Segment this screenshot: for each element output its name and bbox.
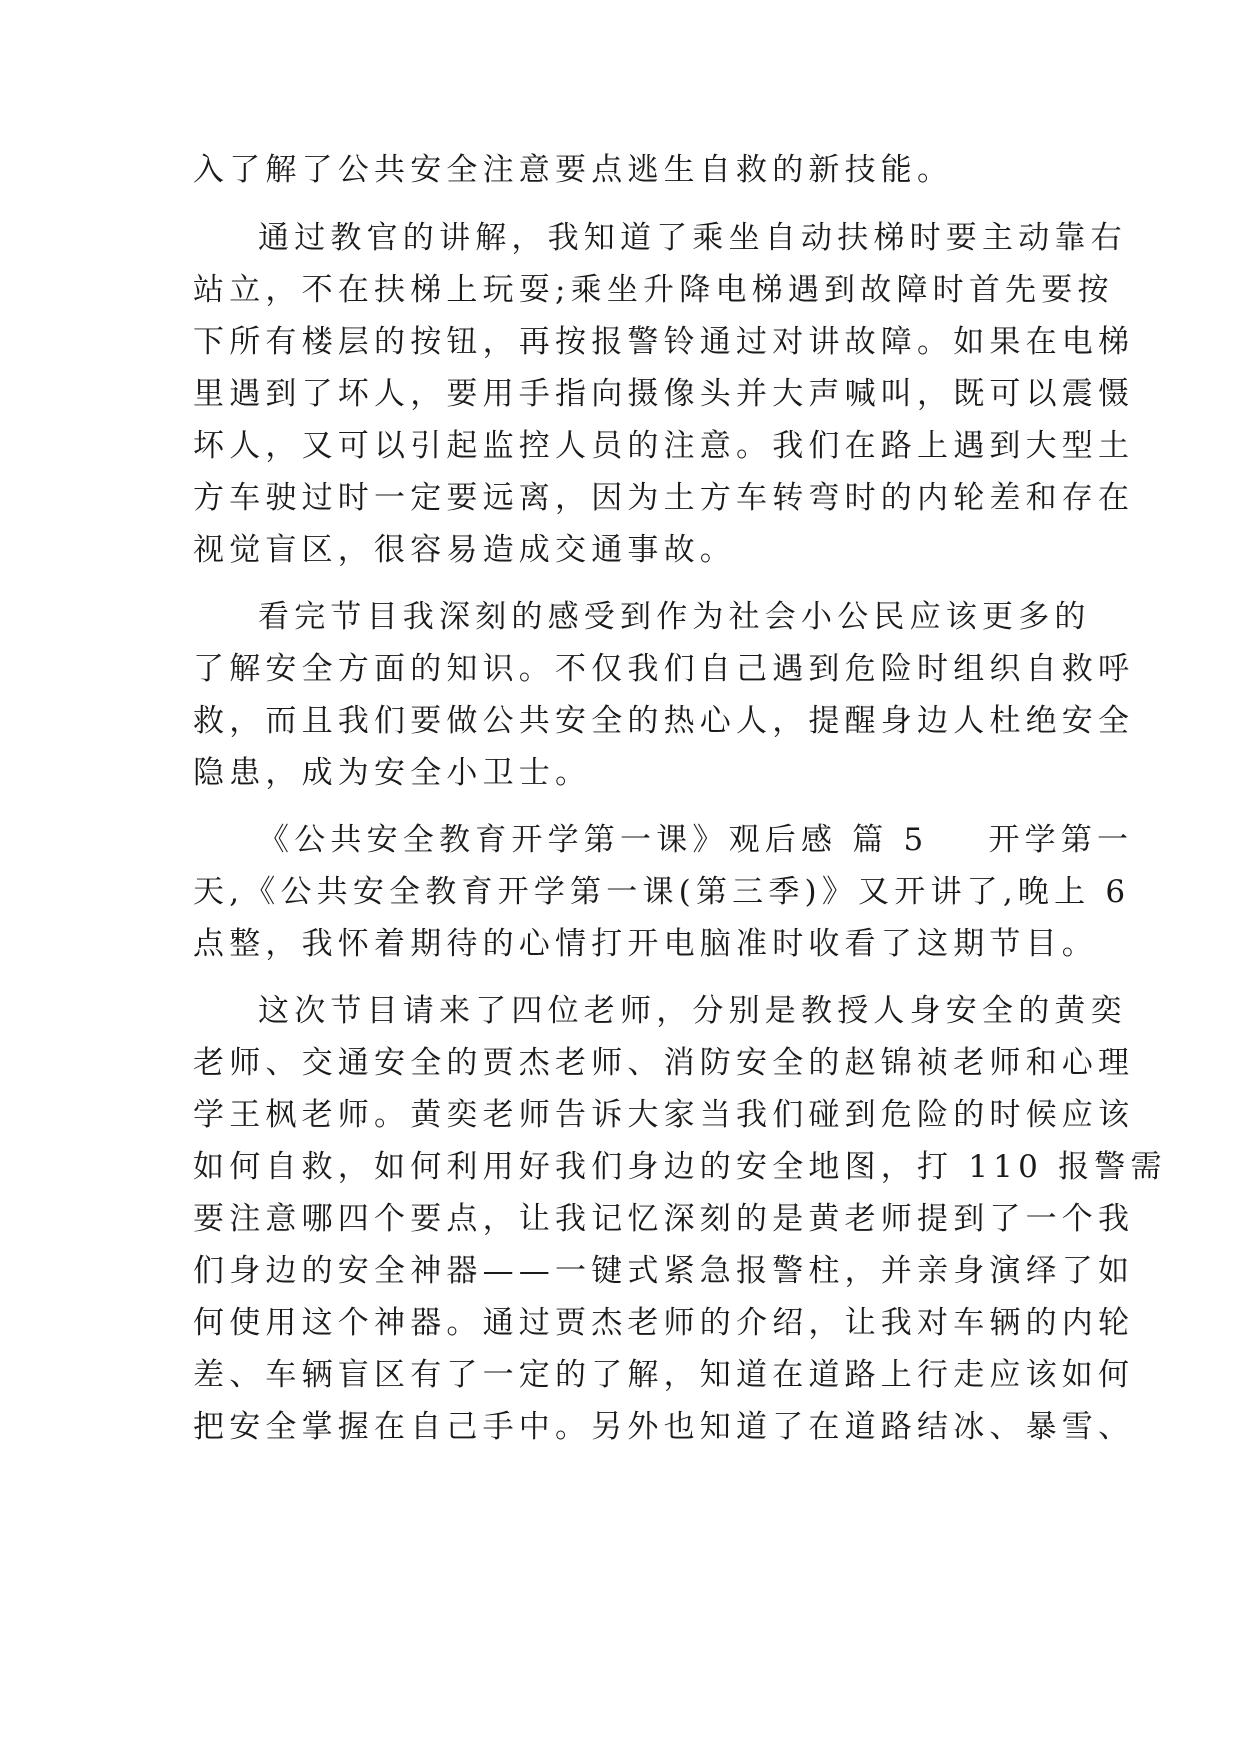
text-line: 了解安全方面的知识。不仅我们自己遇到危险时组织自救呼 (193, 651, 1135, 687)
text-line: 里遇到了坏人，要用手指向摄像头并大声喊叫，既可以震慑 (193, 376, 1135, 412)
text-line: 坏人，又可以引起监控人员的注意。我们在路上遇到大型土 (193, 428, 1135, 464)
text-line: 站立，不在扶梯上玩耍;乘坐升降电梯遇到故障时首先要按 (193, 272, 1114, 308)
text-line: 点整，我怀着期待的心情打开电脑准时收看了这期节目。 (193, 926, 1098, 962)
text-line: 视觉盲区，很容易造成交通事故。 (193, 532, 736, 568)
text-line: 方车驶过时一定要远离，因为土方车转弯时的内轮差和存在 (193, 480, 1135, 516)
paragraph-start: 看完节目我深刻的感受到作为社会小公民应该更多的 (258, 599, 1091, 635)
text-line: 救，而且我们要做公共安全的热心人，提醒身边人杜绝安全 (193, 703, 1135, 739)
text-line: 隐患，成为安全小卫士。 (193, 755, 592, 791)
section-heading-line (258, 820, 1133, 860)
text-line: 要注意哪四个要点，让我记忆深刻的是黄老师提到了一个我 (193, 1201, 1135, 1237)
text-line: 老师、交通安全的贾杰老师、消防安全的赵锦祯老师和心理 (193, 1045, 1135, 1081)
text-fragment: 开学第一 (988, 822, 1134, 858)
text-line: 差、车辆盲区有了一定的了解，知道在道路上行走应该如何 (193, 1357, 1135, 1393)
paragraph-start: 通过教官的讲解，我知道了乘坐自动扶梯时要主动靠右 (258, 220, 1127, 256)
paragraph-start: 这次节目请来了四位老师，分别是教授人身安全的黄奕 (258, 993, 1127, 1029)
text-line: 如何自救，如何利用好我们身边的安全地图，打 110 报警需 (193, 1149, 1167, 1185)
text-line: 把安全掌握在自己手中。另外也知道了在道路结冰、暴雪、 (193, 1409, 1135, 1445)
text-line: 何使用这个神器。通过贾杰老师的介绍，让我对车辆的内轮 (193, 1305, 1135, 1341)
text-line: 天,《公共安全教育开学第一课(第三季)》又开讲了,晚上 6 (193, 874, 1131, 910)
text-line: 下所有楼层的按钮，再按报警铃通过对讲故障。如果在电梯 (193, 324, 1135, 360)
text-line: 学王枫老师。黄奕老师告诉大家当我们碰到危险的时候应该 (193, 1097, 1135, 1133)
text-line: 们身边的安全神器——一键式紧急报警柱，并亲身演绎了如 (193, 1253, 1135, 1289)
section-heading: 《公共安全教育开学第一课》观后感 篇 5 (258, 822, 929, 858)
text-line: 入了解了公共安全注意要点逃生自救的新技能。 (193, 152, 954, 188)
